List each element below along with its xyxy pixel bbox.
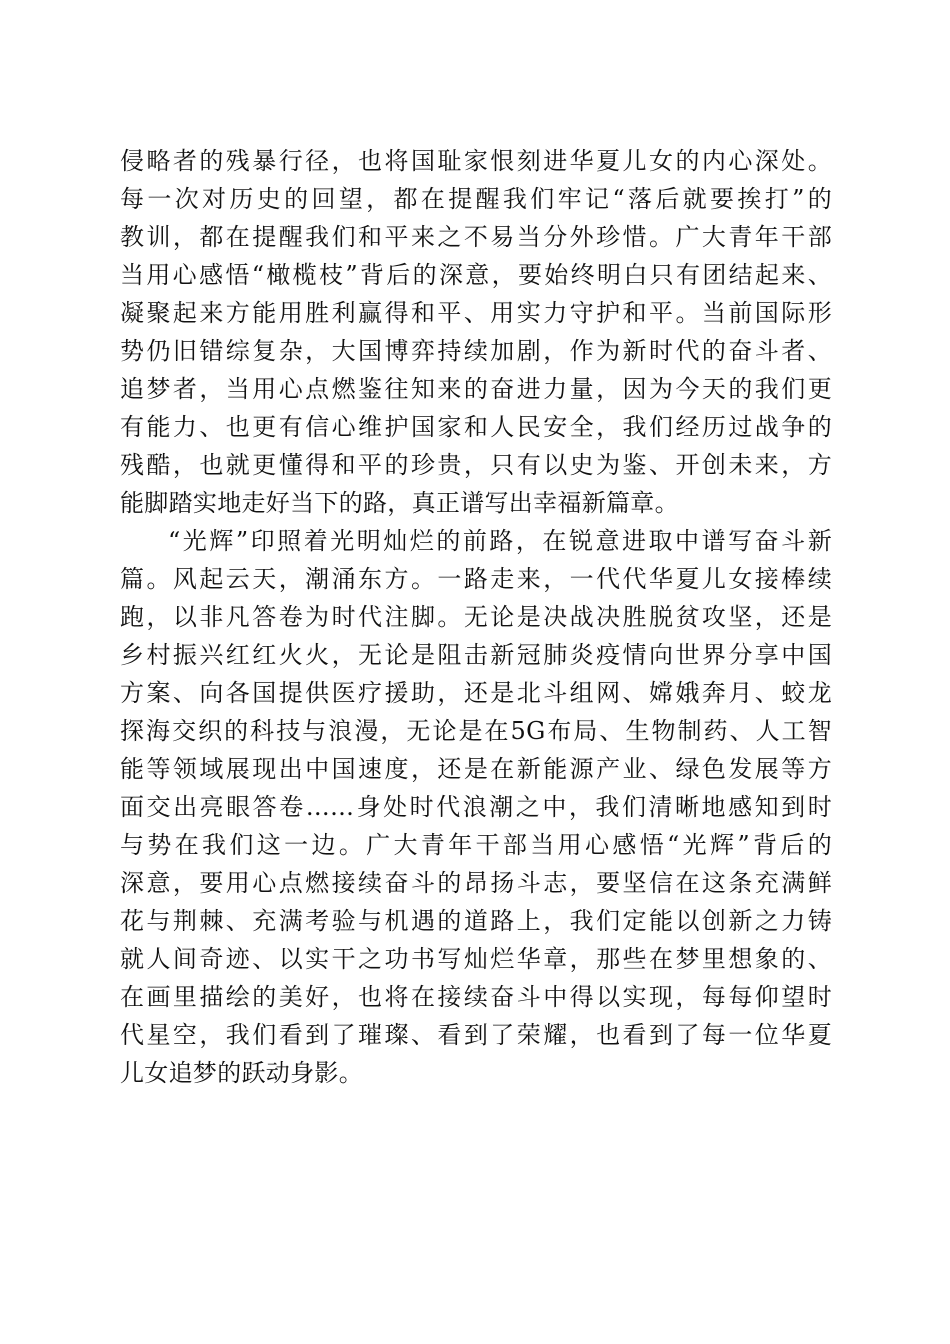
text-line: 面交出亮眼答卷……身处时代浪潮之中，我们清晰地感知到时 xyxy=(120,793,832,821)
text-line: 当用心感悟“橄榄枝”背后的深意，要始终明白只有团结起来、 xyxy=(120,261,832,289)
text-line: 侵略者的残暴行径，也将国耻家恨刻进华夏儿女的内心深处。 xyxy=(120,147,832,175)
text-line: 每一次对历史的回望，都在提醒我们牢记“落后就要挨打”的 xyxy=(120,185,832,213)
text-line: 能等领域展现出中国速度，还是在新能源产业、绿色发展等方 xyxy=(120,755,832,783)
text-line: 在画里描绘的美好，也将在接续奋斗中得以实现，每每仰望时 xyxy=(120,983,832,1011)
text-line: 探海交织的科技与浪漫，无论是在5G布局、生物制药、人工智 xyxy=(120,717,832,745)
text-line: 势仍旧错综复杂，大国博弈持续加剧，作为新时代的奋斗者、 xyxy=(120,337,832,365)
text-line: 方案、向各国提供医疗援助，还是北斗组网、嫦娥奔月、蛟龙 xyxy=(120,679,832,707)
text-line: 儿女追梦的跃动身影。 xyxy=(120,1059,363,1087)
text-line: 教训，都在提醒我们和平来之不易当分外珍惜。广大青年干部 xyxy=(120,223,832,251)
text-line: 跑，以非凡答卷为时代注脚。无论是决战决胜脱贫攻坚，还是 xyxy=(120,603,832,631)
text-line: 追梦者，当用心点燃鉴往知来的奋进力量，因为今天的我们更 xyxy=(120,375,832,403)
text-line: 代星空，我们看到了璀璨、看到了荣耀，也看到了每一位华夏 xyxy=(120,1021,832,1049)
text-line: 深意，要用心点燃接续奋斗的昂扬斗志，要坚信在这条充满鲜 xyxy=(120,869,832,897)
text-line: 与势在我们这一边。广大青年干部当用心感悟“光辉”背后的 xyxy=(120,831,832,859)
text-line: 乡村振兴红红火火，无论是阻击新冠肺炎疫情向世界分享中国 xyxy=(120,641,832,669)
text-line: “光辉”印照着光明灿烂的前路，在锐意进取中谱写奋斗新 xyxy=(168,527,832,555)
text-line: 能脚踏实地走好当下的路，真正谱写出幸福新篇章。 xyxy=(120,489,679,517)
text-line: 凝聚起来方能用胜利赢得和平、用实力守护和平。当前国际形 xyxy=(120,299,832,327)
text-line: 就人间奇迹、以实干之功书写灿烂华章，那些在梦里想象的、 xyxy=(120,945,832,973)
text-line: 篇。风起云天，潮涌东方。一路走来，一代代华夏儿女接棒续 xyxy=(120,565,832,593)
paragraph-1 xyxy=(120,142,832,522)
text-line: 有能力、也更有信心维护国家和人民安全，我们经历过战争的 xyxy=(120,413,832,441)
paragraph-2 xyxy=(120,522,832,1092)
document-body xyxy=(120,142,832,1092)
text-line: 残酷，也就更懂得和平的珍贵，只有以史为鉴、开创未来，方 xyxy=(120,451,832,479)
text-line: 花与荆棘、充满考验与机遇的道路上，我们定能以创新之力铸 xyxy=(120,907,832,935)
